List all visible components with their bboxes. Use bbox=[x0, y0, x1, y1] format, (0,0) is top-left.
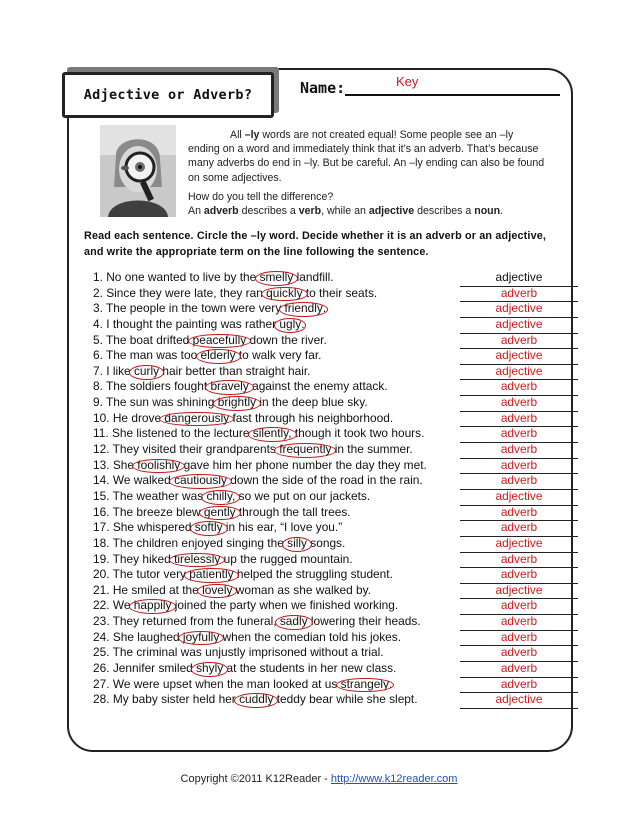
question-row bbox=[93, 614, 583, 630]
sentence-text: 3. The people in the town were very bbox=[93, 301, 285, 316]
sentence-text: when the comedian told his jokes. bbox=[219, 629, 402, 644]
answer-line[interactable]: adverb bbox=[460, 286, 578, 303]
sentence-text: helped the struggling student. bbox=[233, 567, 393, 582]
intro-rule-text: , while an bbox=[321, 205, 369, 218]
sentence-text: so we put on our jackets. bbox=[235, 488, 371, 503]
answer-line[interactable]: adverb bbox=[460, 442, 578, 459]
intro-text-post: words are not created equal! Some people see an –ly ending on a word and immediately think that it’s an adverb. That’s because many adverbs do end in –ly. But be careful. An –ly ending can also be found on some adjectives. bbox=[188, 129, 545, 184]
answer-line[interactable]: adjective bbox=[460, 489, 578, 506]
answer-line[interactable]: adverb bbox=[460, 614, 578, 631]
worksheet-title: Adjective or Adverb? bbox=[62, 72, 274, 118]
sentence-text: to their seats. bbox=[302, 285, 378, 300]
circled-word: ugly bbox=[279, 316, 302, 331]
question-row bbox=[93, 692, 583, 708]
question-row bbox=[93, 333, 583, 349]
question-row bbox=[93, 489, 583, 505]
sentence-text: 7. I like bbox=[93, 363, 134, 378]
answer-line[interactable]: adverb bbox=[460, 598, 578, 615]
intro-rule-text: An bbox=[188, 205, 204, 218]
question-row bbox=[93, 661, 583, 677]
sentence-text: lowering their heads. bbox=[307, 614, 421, 629]
answer-line[interactable]: adverb bbox=[460, 520, 578, 537]
question-row bbox=[93, 505, 583, 521]
sentence-text: 9. The sun was shining bbox=[93, 395, 218, 410]
sentence-text: 13. She bbox=[93, 457, 138, 472]
sentence-text: 10. He drove bbox=[93, 410, 165, 425]
sentence-text: 4. I thought the painting was rather bbox=[93, 316, 280, 331]
answer-line[interactable]: adverb bbox=[460, 426, 578, 443]
sentence-text: 24. She laughed bbox=[93, 629, 183, 644]
answer-line[interactable]: adjective bbox=[460, 364, 578, 381]
circled-word: friendly bbox=[284, 301, 323, 316]
circled-word: cautiously bbox=[174, 473, 227, 488]
circled-word: dangerously bbox=[164, 410, 230, 425]
question-row bbox=[93, 379, 583, 395]
question-row bbox=[93, 348, 583, 364]
question-row bbox=[93, 552, 583, 568]
sentence-text: 6. The man was too bbox=[93, 348, 201, 363]
sentence-text: 28. My baby sister held her bbox=[93, 692, 240, 707]
circled-word: cuddly bbox=[239, 692, 274, 707]
circled-word: lovely bbox=[202, 582, 233, 597]
sentence-text: in the summer. bbox=[331, 442, 413, 457]
question-row bbox=[93, 411, 583, 427]
sentence-text: 15. The weather was bbox=[93, 488, 207, 503]
question-row bbox=[93, 301, 583, 317]
question-row bbox=[93, 598, 583, 614]
question-row bbox=[93, 458, 583, 474]
intro-rule-text: describes a bbox=[238, 205, 299, 218]
question-row bbox=[93, 567, 583, 583]
question-row bbox=[93, 286, 583, 302]
sentence-text: 20. The tutor very bbox=[93, 567, 190, 582]
intro-rule-adverb: adverb bbox=[203, 205, 239, 218]
circled-word: happily bbox=[133, 598, 172, 613]
circled-word: softly bbox=[194, 520, 223, 535]
answer-line[interactable]: adjective bbox=[460, 317, 578, 334]
sentence-text: 17. She whispered bbox=[93, 520, 195, 535]
circled-word: joyfully bbox=[182, 629, 220, 644]
sentence-text: 8. The soldiers fought bbox=[93, 379, 211, 394]
sentence-text: landfill. bbox=[293, 270, 334, 284]
circled-word: shyly bbox=[196, 661, 224, 676]
answer-line[interactable]: adjective bbox=[460, 583, 578, 600]
child-with-magnifying-glass-icon bbox=[100, 125, 176, 217]
sentence-text: though it took two hours. bbox=[291, 426, 425, 441]
circled-word: gently bbox=[203, 504, 236, 519]
circled-word: elderly bbox=[200, 348, 236, 363]
sentence-text: joined the party when we finished working. bbox=[171, 598, 399, 613]
sentence-text: 21. He smiled at the bbox=[93, 582, 203, 597]
sentence-text: fast through his neighborhood. bbox=[229, 410, 394, 425]
sentence-text: 1. No one wanted to live by the bbox=[93, 270, 260, 284]
intro-text-pre: All bbox=[230, 129, 245, 141]
question-row bbox=[93, 442, 583, 458]
circled-word: tirelessly bbox=[174, 551, 221, 566]
sentence-text: . bbox=[322, 301, 327, 316]
sentence-text: 19. They hiked bbox=[93, 551, 175, 566]
sentence-text: in his ear, “I love you.” bbox=[222, 520, 343, 535]
instructions: Read each sentence. Circle the –ly word. Decide whether it is an adverb or an adjective, and write the appropriate term on the line following the sentence. bbox=[84, 230, 547, 258]
question-row bbox=[93, 395, 583, 411]
intro-rule-text: . bbox=[500, 205, 504, 218]
circled-word: smelly bbox=[259, 270, 294, 284]
sentence-text: woman as she walked by. bbox=[232, 582, 372, 597]
intro-rule-noun: noun bbox=[474, 205, 501, 218]
name-line bbox=[345, 94, 560, 96]
sentence-text: through the tall trees. bbox=[235, 504, 351, 519]
answer-line[interactable]: adverb bbox=[460, 333, 578, 350]
intro-rule bbox=[188, 204, 548, 218]
sentence-text: teddy bear while she slept. bbox=[273, 692, 418, 707]
sentence-text: 2. Since they were late, they ran bbox=[93, 285, 267, 300]
circled-word: chilly, bbox=[206, 488, 236, 503]
copyright-text: Copyright ©2011 K12Reader - bbox=[180, 773, 331, 785]
sentence-text: 25. The criminal was unjustly imprisoned without a trial. bbox=[93, 645, 384, 660]
answer-line[interactable]: adverb bbox=[460, 552, 578, 569]
question-list bbox=[93, 270, 583, 708]
question-row bbox=[93, 536, 583, 552]
intro-ly-emphasis: –ly bbox=[244, 129, 260, 141]
sentence-text: to walk very far. bbox=[235, 348, 322, 363]
intro-text bbox=[188, 128, 548, 218]
circled-word: sadly bbox=[279, 614, 308, 629]
question-row bbox=[93, 520, 583, 536]
circled-word: silly bbox=[287, 535, 307, 550]
sentence-text: 5. The boat drifted bbox=[93, 332, 193, 347]
sentence-text: down the side of the road in the rain. bbox=[226, 473, 423, 488]
answer-line[interactable]: adverb bbox=[460, 661, 578, 678]
sentence-text: 18. The children enjoyed singing the bbox=[93, 535, 288, 550]
question-row bbox=[93, 426, 583, 442]
answer-line[interactable]: adjective bbox=[460, 348, 578, 365]
answer-line[interactable]: adverb bbox=[460, 458, 578, 475]
question-row bbox=[93, 317, 583, 333]
circled-word: silently, bbox=[252, 426, 292, 441]
question-row bbox=[93, 583, 583, 599]
circled-word: brightly bbox=[217, 395, 257, 410]
answer-line[interactable]: adjective bbox=[460, 301, 578, 318]
circled-word: quickly bbox=[266, 285, 303, 300]
circled-word: frequently bbox=[279, 442, 332, 457]
question-row bbox=[93, 270, 583, 286]
question-row bbox=[93, 645, 583, 661]
sentence-text: 16. The breeze blew bbox=[93, 504, 204, 519]
sentence-text: 12. They visited their grandparents bbox=[93, 442, 280, 457]
sentence-text: 11. She listened to the lecture bbox=[93, 426, 253, 441]
sentence-text: 27. We were upset when the man looked at us bbox=[93, 676, 341, 691]
answer-line[interactable]: adverb bbox=[460, 411, 578, 428]
answer-line[interactable]: adverb bbox=[460, 567, 578, 584]
circled-word: bravely bbox=[210, 379, 249, 394]
intro-question: How do you tell the difference? bbox=[188, 190, 334, 203]
question-row bbox=[93, 677, 583, 693]
sentence-text: gave him her phone number the day they met. bbox=[180, 457, 427, 472]
answer-line[interactable]: adverb bbox=[460, 473, 578, 490]
answer-line[interactable]: adverb bbox=[460, 505, 578, 522]
intro-rule-adjective: adjective bbox=[368, 205, 415, 218]
k12reader-link[interactable]: http://www.k12reader.com bbox=[330, 773, 458, 785]
sentence-text: at the students in her new class. bbox=[223, 661, 397, 676]
answer-line[interactable]: adverb bbox=[460, 630, 578, 647]
circled-word: peacefully bbox=[192, 332, 247, 347]
answer-line[interactable]: adjective bbox=[460, 536, 578, 553]
sentence-text: 22. We bbox=[93, 598, 134, 613]
answer-line[interactable]: adverb bbox=[460, 677, 578, 694]
circled-word: foolishly bbox=[137, 457, 181, 472]
answer-line[interactable]: adjective bbox=[460, 270, 578, 287]
circled-word: curly bbox=[133, 363, 160, 378]
sentence-text: . bbox=[388, 676, 393, 691]
sentence-text: up the rugged mountain. bbox=[220, 551, 353, 566]
answer-line[interactable]: adverb bbox=[460, 645, 578, 662]
sentence-text: in the deep blue sky. bbox=[256, 395, 368, 410]
sentence-text: hair better than straight hair. bbox=[159, 363, 311, 378]
sentence-text: 23. They returned from the funeral, bbox=[93, 614, 280, 629]
sentence-text: against the enemy attack. bbox=[248, 379, 388, 394]
answer-line[interactable]: adverb bbox=[460, 395, 578, 412]
circled-word: patiently bbox=[189, 567, 234, 582]
intro-rule-text: describes a bbox=[414, 205, 475, 218]
intro-rule-verb: verb bbox=[298, 205, 322, 218]
sentence-text: songs. bbox=[306, 535, 346, 550]
question-row bbox=[93, 630, 583, 646]
answer-line[interactable]: adverb bbox=[460, 379, 578, 396]
sentence-text: 14. We walked bbox=[93, 473, 175, 488]
name-value: Key bbox=[396, 74, 419, 89]
sentence-text: 26. Jennifer smiled bbox=[93, 661, 197, 676]
question-row bbox=[93, 364, 583, 380]
answer-line[interactable]: adjective bbox=[460, 692, 578, 709]
circled-word: strangely bbox=[340, 676, 389, 691]
sentence-text: down the river. bbox=[246, 332, 327, 347]
sentence-text: . bbox=[301, 316, 305, 331]
copyright-footer bbox=[0, 773, 638, 785]
question-row bbox=[93, 473, 583, 489]
name-label: Name: bbox=[300, 79, 346, 97]
